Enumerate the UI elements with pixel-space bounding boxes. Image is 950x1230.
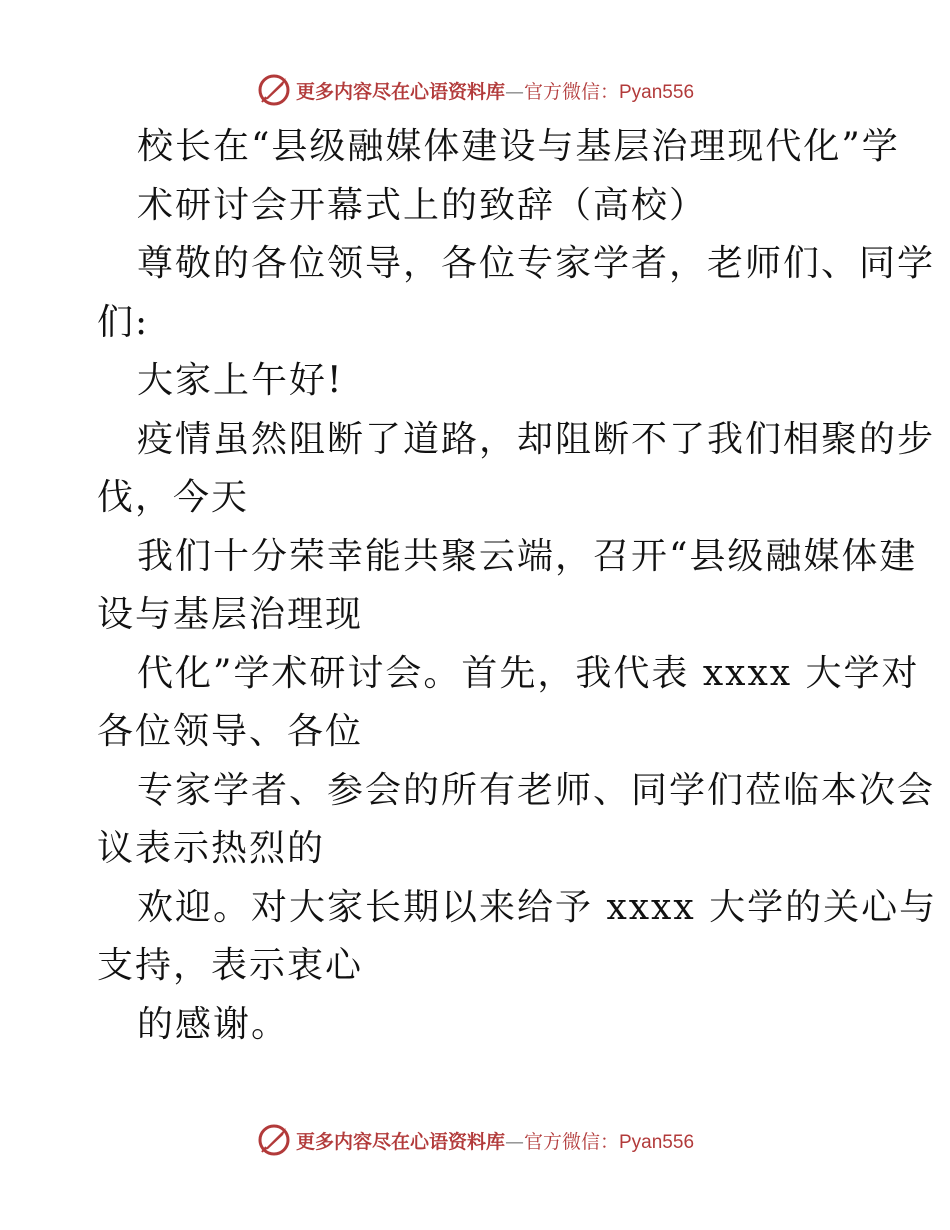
doc-paragraph-line: 代化”学术研讨会。首先，我代表 xxxx 大学对 [137, 652, 920, 694]
doc-paragraph-line: 我们十分荣幸能共聚云端，召开“县级融媒体建 [137, 535, 918, 577]
banner-text: 更多内容尽在心语资料库 [295, 1130, 505, 1153]
doc-title-line-1: 校长在“县级融媒体建设与基层治理现代化”学 [137, 126, 900, 167]
doc-paragraph-line: 议表示热烈的 [97, 828, 326, 869]
banner-dash: — [504, 80, 524, 103]
banner-dash: — [504, 1130, 524, 1153]
doc-paragraph-line: 专家学者、参会的所有老师、同学们莅临本次会 [137, 769, 936, 811]
doc-paragraph-line: 尊敬的各位领导，各位专家学者，老师们、同学 [137, 243, 936, 284]
banner-wechat-handle: Pyan556 [619, 81, 695, 103]
doc-paragraph-line: 们: [97, 301, 150, 343]
doc-paragraph-line: 伐，今天 [97, 477, 250, 518]
doc-paragraph-line: 设与基层治理现 [97, 594, 364, 635]
document-body [97, 118, 938, 1054]
doc-paragraph-line: 大家上午好! [137, 360, 344, 401]
doc-paragraph-line: 欢迎。对大家长期以来给予 xxxx 大学的关心与 [137, 886, 938, 928]
banner-wechat-handle: Pyan556 [619, 1131, 695, 1153]
doc-title-line-2: 术研讨会开幕式上的致辞（高校） [137, 184, 708, 226]
doc-paragraph-line: 各位领导、各位 [97, 711, 364, 752]
doc-paragraph-line: 支持，表示衷心 [97, 945, 364, 986]
header-banner [0, 70, 950, 110]
doc-paragraph-line: 疫情虽然阻断了道路，却阻断不了我们相聚的步 [137, 418, 936, 460]
quill-pen-logo-icon [256, 72, 292, 108]
banner-wechat-label: 官方微信： [523, 80, 619, 103]
banner-text: 更多内容尽在心语资料库 [295, 80, 505, 103]
banner-wechat-label: 官方微信： [523, 1130, 619, 1153]
footer-banner [0, 1120, 950, 1160]
doc-paragraph-line: 的感谢。 [137, 1003, 290, 1045]
quill-pen-logo-icon [256, 1122, 292, 1158]
